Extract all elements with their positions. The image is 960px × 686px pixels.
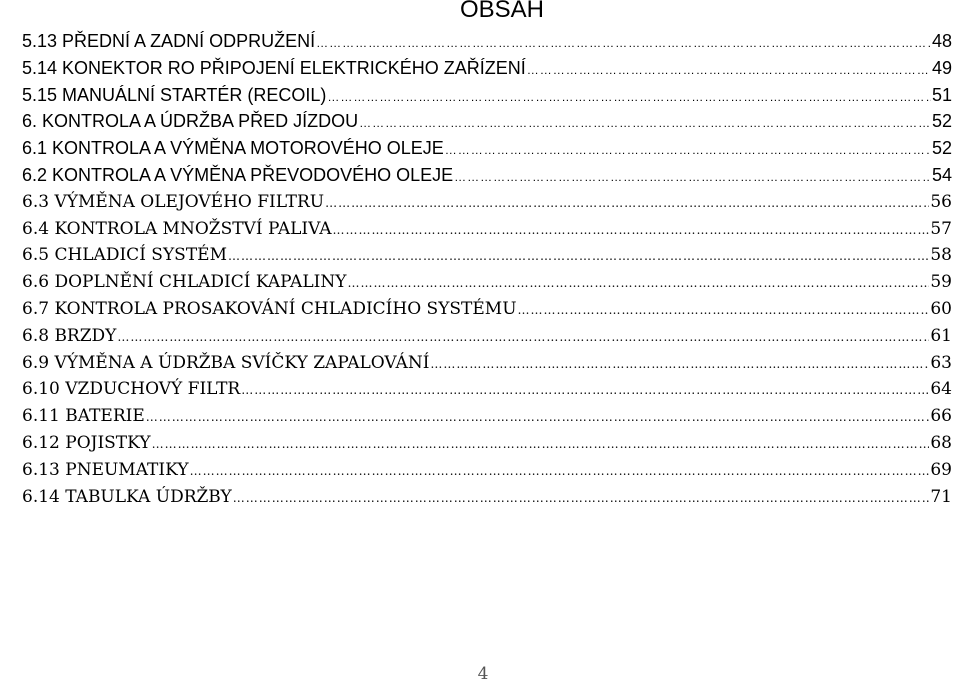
toc-entry[interactable] xyxy=(22,296,952,323)
page-number: 4 xyxy=(477,664,489,684)
toc-leader-dots xyxy=(190,458,930,485)
toc-entry-page: 64 xyxy=(930,379,952,400)
toc-entry-page: 69 xyxy=(930,459,952,480)
toc-entry-label: 6.9 VÝMĚNA A ÚDRŽBA SVÍČKY ZAPALOVÁNÍ xyxy=(22,352,430,373)
toc-entry-page: 66 xyxy=(930,406,952,427)
toc-entry-label: 6.1 KONTROLA A VÝMĚNA MOTOROVÉHO OLEJE xyxy=(22,138,444,159)
toc-entry-label: 6.3 VÝMĚNA OLEJOVÉHO FILTRU xyxy=(22,191,325,212)
toc-entry[interactable] xyxy=(22,189,952,216)
toc-entry-label: 6.5 CHLADICÍ SYSTÉM xyxy=(22,245,227,266)
toc-entry-label: 6.4 KONTROLA MNOŽSTVÍ PALIVA xyxy=(22,218,332,239)
toc-entry[interactable] xyxy=(22,82,952,109)
toc-entry[interactable] xyxy=(22,108,952,135)
toc-leader-dots xyxy=(333,217,930,244)
toc-leader-dots xyxy=(241,377,929,404)
toc-entry-label: 5.14 KONEKTOR RO PŘIPOJENÍ ELEKTRICKÉHO ZAŘÍZENÍ xyxy=(22,57,526,78)
toc-entry-page: 52 xyxy=(931,111,952,132)
toc-entry-page: 57 xyxy=(930,218,952,239)
toc-entry-label: 5.13 PŘEDNÍ A ZADNÍ ODPRUŽENÍ xyxy=(22,31,316,51)
toc-entry[interactable] xyxy=(22,403,952,430)
toc-entry-label: 6. KONTROLA A ÚDRŽBA PŘED JÍZDOU xyxy=(22,111,359,132)
toc-entry[interactable] xyxy=(22,350,952,377)
toc-entry-page: 52 xyxy=(931,138,952,159)
toc-leader-dots xyxy=(117,324,929,351)
toc-leader-dots xyxy=(445,137,931,164)
toc-entry-page: 54 xyxy=(931,164,952,185)
toc-entry-page: 60 xyxy=(930,298,952,319)
toc-entry[interactable] xyxy=(22,55,952,82)
toc-leader-dots xyxy=(228,243,929,270)
toc-entry[interactable] xyxy=(22,484,952,511)
toc-entry-label: 6.11 BATERIE xyxy=(22,406,145,427)
toc-leader-dots xyxy=(233,485,930,512)
toc-entry-label: 6.6 DOPLNĚNÍ CHLADICÍ KAPALINY xyxy=(22,272,347,293)
toc-entry-label: 6.14 TABULKA ÚDRŽBY xyxy=(22,486,232,507)
toc-entry-page: 68 xyxy=(930,432,952,453)
toc-leader-dots xyxy=(454,164,931,191)
toc-leader-dots xyxy=(527,57,931,84)
toc-entry[interactable] xyxy=(22,162,952,189)
toc-leader-dots xyxy=(325,190,929,217)
toc-entry-label: 6.2 KONTROLA A VÝMĚNA PŘEVODOVÉHO OLEJE xyxy=(22,164,454,185)
toc-entry[interactable] xyxy=(22,28,952,55)
toc-entry-page: 51 xyxy=(931,84,952,105)
toc-entry-label: 6.10 VZDUCHOVÝ FILTR xyxy=(22,379,241,400)
toc-leader-dots xyxy=(316,30,931,57)
toc-entry-page: 59 xyxy=(930,272,952,293)
toc-entry-page: 56 xyxy=(930,191,952,212)
toc-entry[interactable] xyxy=(22,323,952,350)
toc-leader-dots xyxy=(359,110,931,137)
toc-entry[interactable] xyxy=(22,430,952,457)
toc-entry[interactable] xyxy=(22,242,952,269)
toc-entry[interactable] xyxy=(22,457,952,484)
toc-entry[interactable] xyxy=(22,135,952,162)
page-title: OBSAH xyxy=(459,0,545,23)
toc-entry-label: 6.13 PNEUMATIKY xyxy=(22,459,189,480)
toc-entry[interactable] xyxy=(22,216,952,243)
toc-entry-label: 6.12 POJISTKY xyxy=(22,432,151,453)
toc-leader-dots xyxy=(430,351,929,378)
toc-leader-dots xyxy=(327,84,931,111)
toc-leader-dots xyxy=(347,270,929,297)
toc-entry-page: 58 xyxy=(930,245,952,266)
toc-entry-page: 61 xyxy=(930,325,952,346)
toc-leader-dots xyxy=(518,297,930,324)
toc-entry-page: 71 xyxy=(930,486,952,507)
toc-entry[interactable] xyxy=(22,376,952,403)
toc-entry-label: 5.15 MANUÁLNÍ STARTÉR (RECOIL) xyxy=(22,84,327,105)
toc-leader-dots xyxy=(146,404,930,431)
toc-leader-dots xyxy=(152,431,930,458)
toc-entry-label: 6.8 BRZDY xyxy=(22,325,117,346)
toc-entry-page: 63 xyxy=(930,352,952,373)
toc-entry-label: 6.7 KONTROLA PROSAKOVÁNÍ CHLADICÍHO SYSTÉMU xyxy=(22,298,517,319)
toc-entry[interactable] xyxy=(22,269,952,296)
toc-entry-page: 48 xyxy=(931,31,952,51)
table-of-contents xyxy=(22,28,952,510)
toc-entry-page: 49 xyxy=(931,57,952,78)
